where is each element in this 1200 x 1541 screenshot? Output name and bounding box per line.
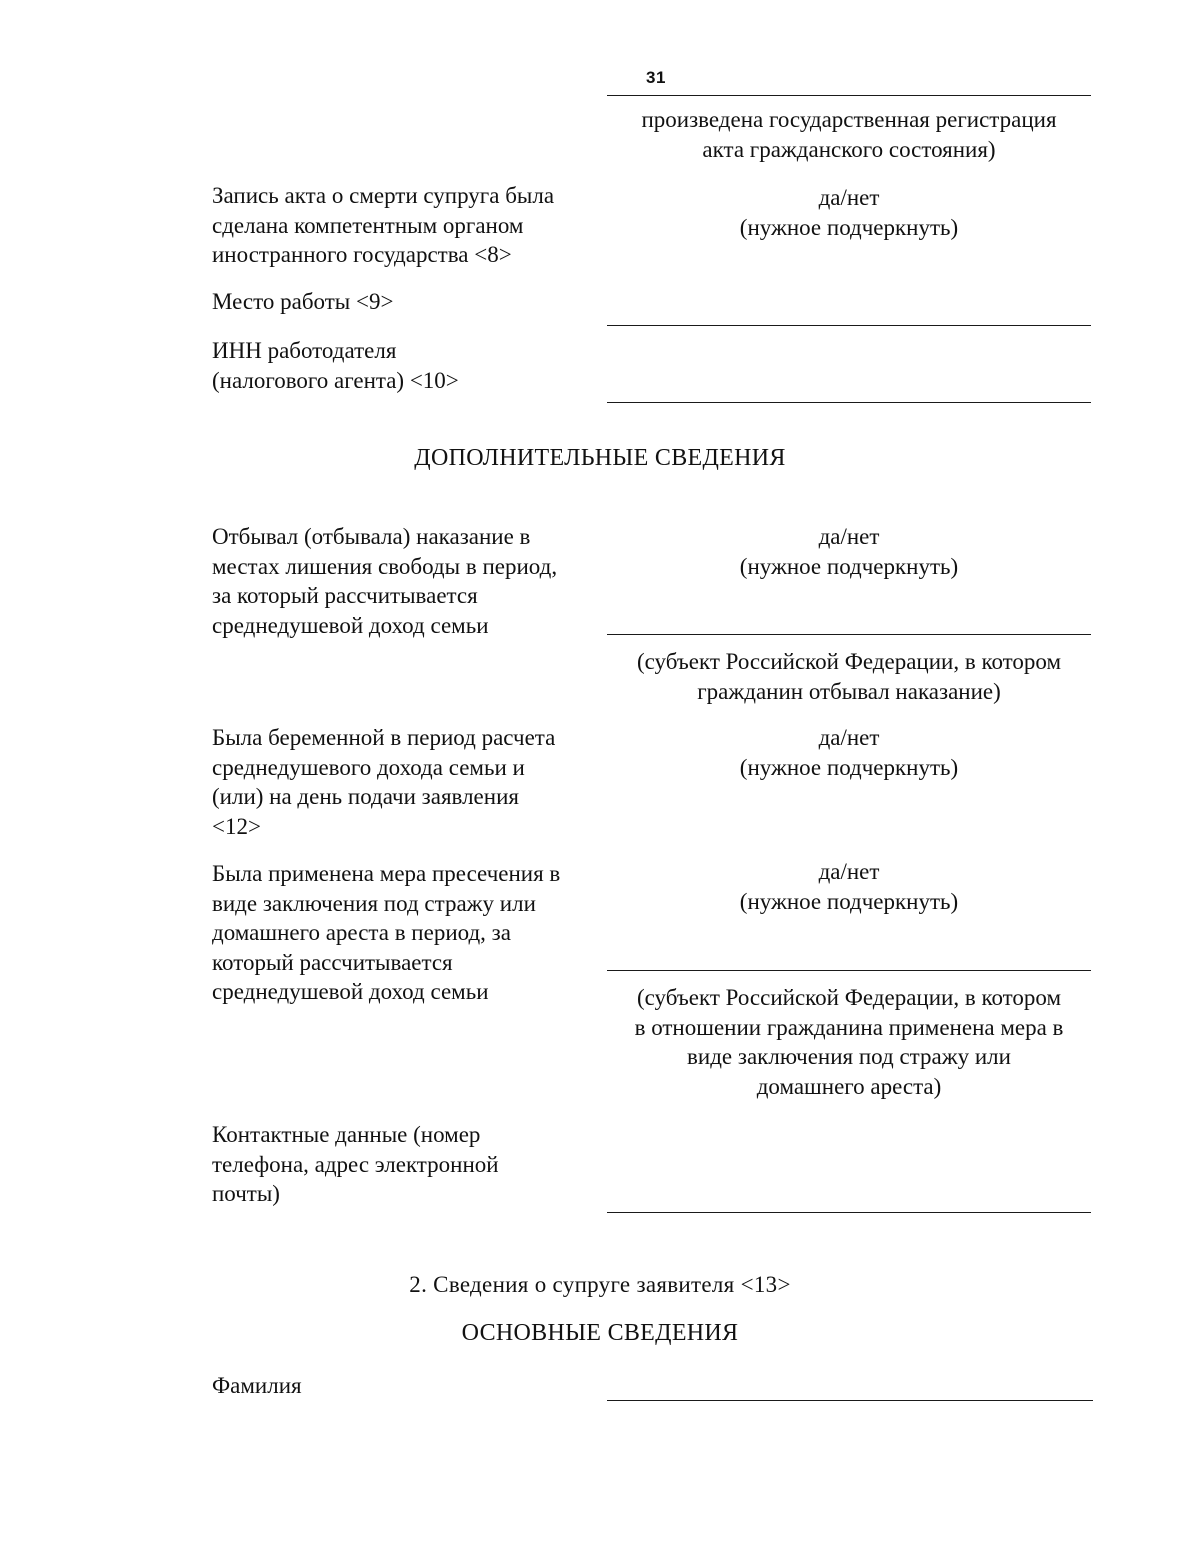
contacts-label xyxy=(212,1120,612,1209)
custody-region-input-line[interactable] xyxy=(607,970,1091,971)
label-line: виде заключения под стражу или xyxy=(212,890,536,916)
imprisonment-answer[interactable] xyxy=(604,522,1094,581)
top-rule xyxy=(607,95,1091,96)
underline-hint: (нужное подчеркнуть) xyxy=(739,214,959,240)
label-line: домашнего ареста в период, за xyxy=(212,920,511,945)
label-line: Контактные данные (номер xyxy=(212,1122,481,1147)
surname-label: Фамилия xyxy=(212,1373,302,1398)
label-line: Отбывал (отбывала) наказание в xyxy=(212,524,531,549)
additional-section-title: ДОПОЛНИТЕЛЬНЫЕ СВЕДЕНИЯ xyxy=(414,445,786,471)
label-line: иностранного государства <8> xyxy=(212,242,512,267)
page-number: 31 xyxy=(646,68,666,87)
label-line: который рассчитывается xyxy=(212,949,453,975)
imprisonment-region-caption xyxy=(604,647,1094,706)
imprisonment-region-input-line[interactable] xyxy=(607,634,1091,635)
underline-hint: (нужное подчеркнуть) xyxy=(739,888,959,914)
caption-line: (субъект Российской Федерации, в котором xyxy=(636,985,1062,1010)
caption-line: акта гражданского состояния) xyxy=(702,136,996,162)
workplace-input-line[interactable] xyxy=(607,325,1091,326)
imprisonment-label xyxy=(212,522,612,640)
employer-inn-input-line[interactable] xyxy=(607,402,1091,403)
label-line: Была применена мера пресечения в xyxy=(212,861,561,886)
caption-line: виде заключения под стражу или xyxy=(687,1044,1011,1069)
surname-input-line[interactable] xyxy=(607,1400,1093,1401)
yes-no-option[interactable]: да/нет xyxy=(818,524,880,549)
yes-no-option[interactable]: да/нет xyxy=(818,725,880,750)
label-line: <12> xyxy=(212,813,261,839)
label-line: Запись акта о смерти супруга была xyxy=(212,183,555,208)
pregnancy-label xyxy=(212,723,612,841)
caption-line: (субъект Российской Федерации, в котором xyxy=(636,649,1062,674)
custody-label xyxy=(212,859,612,1007)
label-line: (или) на день подачи заявления xyxy=(212,784,519,809)
pregnancy-answer[interactable] xyxy=(604,723,1094,782)
label-line: среднедушевого дохода семьи и xyxy=(212,754,525,780)
yes-no-option[interactable]: да/нет xyxy=(818,185,880,210)
custody-region-caption xyxy=(604,983,1094,1101)
label-line: среднедушевой доход семьи xyxy=(212,612,489,638)
label-line: телефона, адрес электронной xyxy=(212,1151,499,1177)
label-line: за который рассчитывается xyxy=(212,583,478,608)
underline-hint: (нужное подчеркнуть) xyxy=(739,553,959,579)
spouse-subsection-title: ОСНОВНЫЕ СВЕДЕНИЯ xyxy=(461,1320,739,1346)
label-line: среднедушевой доход семьи xyxy=(212,979,489,1004)
label-line: сделана компетентным органом xyxy=(212,212,524,238)
caption-line: домашнего ареста) xyxy=(756,1073,942,1099)
label-line: (налогового агента) <10> xyxy=(212,367,459,393)
spouse-section-title: 2. Сведения о супруге заявителя <13> xyxy=(409,1272,791,1297)
caption-line: гражданин отбывал наказание) xyxy=(697,678,1001,704)
underline-hint: (нужное подчеркнуть) xyxy=(739,754,959,780)
employer-inn-label xyxy=(212,336,612,395)
custody-answer[interactable] xyxy=(604,857,1094,916)
caption-line: в отношении гражданина применена мера в xyxy=(634,1014,1064,1040)
death-record-label xyxy=(212,181,612,270)
contacts-input-line[interactable] xyxy=(607,1212,1091,1213)
caption-line: произведена государственная регистрация xyxy=(641,107,1057,132)
label-line: Место работы <9> xyxy=(212,289,394,314)
label-line: Была беременной в период расчета xyxy=(212,725,556,750)
label-line: почты) xyxy=(212,1181,280,1206)
yes-no-option[interactable]: да/нет xyxy=(818,859,880,884)
label-line: местах лишения свободы в период, xyxy=(212,553,558,579)
workplace-label xyxy=(212,287,612,317)
label-line: ИНН работодателя xyxy=(212,338,397,363)
death-record-answer[interactable] xyxy=(604,183,1094,242)
top-caption xyxy=(604,105,1094,164)
